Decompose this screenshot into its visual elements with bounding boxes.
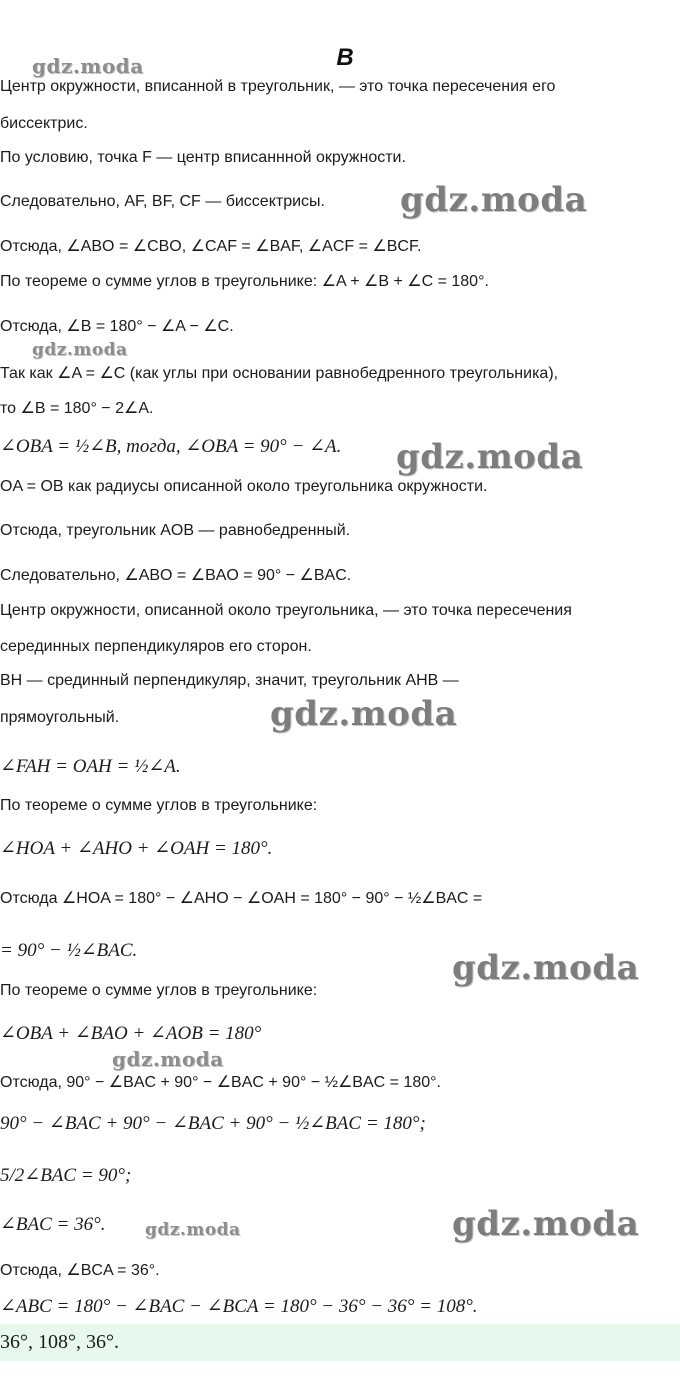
text-line: По теореме о сумме углов в треугольнике:	[0, 797, 318, 814]
text-line: 90° − ∠BAC + 90° − ∠BAC + 90° − ½∠BAC = 180°;	[0, 1113, 426, 1134]
text-line: Следовательно, ∠ABO = ∠BAO = 90° − ∠BAC.	[0, 567, 352, 584]
watermark-logo: gdz.moda	[32, 340, 128, 360]
text-line: Отсюда, ∠B = 180° − ∠A − ∠C.	[0, 318, 234, 335]
text-line: серединных перпендикуляров его сторон.	[0, 638, 312, 655]
text-line: 5/2∠BAC = 90°;	[0, 1165, 132, 1186]
watermark-logo: gdz.moda	[452, 1204, 640, 1244]
watermark-logo: gdz.moda	[396, 437, 584, 477]
answer-line: 36°, 108°, 36°.	[0, 1331, 119, 1353]
watermark-logo: gdz.moda	[452, 948, 640, 988]
text-line: то ∠B = 180° − 2∠A.	[0, 400, 154, 417]
text-line: Следовательно, AF, BF, CF — биссектрисы.	[0, 193, 325, 210]
watermark-logo: gdz.moda	[400, 180, 588, 220]
text-line: OA = OB как радиусы описанной около треугольника окружности.	[0, 478, 488, 495]
text-line: ∠HOA + ∠AHO + ∠OAH = 180°.	[0, 838, 273, 859]
text-line: ∠BAC = 36°.	[0, 1214, 106, 1235]
watermark-logo: gdz.moda	[32, 54, 144, 78]
watermark-logo: gdz.moda	[270, 694, 458, 734]
text-line: ∠FAH = OAH = ½∠A.	[0, 756, 181, 777]
text-line: Отсюда, треугольник AOB — равнобедренный.	[0, 522, 351, 539]
text-line: Отсюда ∠HOA = 180° − ∠AHO − ∠OAH = 180° − 90° − ½∠BAC =	[0, 890, 483, 907]
text-line: Центр окружности, вписанной в треугольник, — это точка пересечения его	[0, 78, 556, 95]
text-line: По теореме о сумме углов в треугольнике:	[0, 982, 318, 999]
solution-heading: B	[336, 44, 354, 71]
text-line: BH — срединный перпендикуляр, значит, треугольник AHB —	[0, 672, 459, 689]
watermark-logo: gdz.moda	[145, 1220, 241, 1240]
text-line: ∠OBA + ∠BAO + ∠AOB = 180°	[0, 1023, 262, 1044]
text-line: По условию, точка F — центр вписаннной окружности.	[0, 149, 406, 166]
text-line: Так как ∠A = ∠C (как углы при основании равнобедренного треугольника),	[0, 365, 559, 382]
text-line: Центр окружности, описанной около треугольника, — это точка пересечения	[0, 602, 572, 619]
text-line: По теореме о сумме углов в треугольнике: ∠A + ∠B + ∠C = 180°.	[0, 273, 489, 290]
text-line: Отсюда, 90° − ∠BAC + 90° − ∠BAC + 90° − ½∠BAC = 180°.	[0, 1074, 441, 1091]
watermark-logo: gdz.moda	[112, 1047, 224, 1071]
text-line: ∠ABC = 180° − ∠BAC − ∠BCA = 180° − 36° − 36° = 108°.	[0, 1296, 478, 1317]
text-line: = 90° − ½∠BAC.	[0, 940, 138, 961]
text-line: биссектрис.	[0, 115, 88, 132]
text-line: Отсюда, ∠ABO = ∠CBO, ∠CAF = ∠BAF, ∠ACF = ∠BCF.	[0, 238, 422, 255]
text-line: прямоугольный.	[0, 709, 120, 726]
text-line: Отсюда, ∠BCA = 36°.	[0, 1262, 160, 1279]
text-line: ∠OBA = ½∠B, тогда, ∠OBA = 90° − ∠A.	[0, 436, 342, 457]
